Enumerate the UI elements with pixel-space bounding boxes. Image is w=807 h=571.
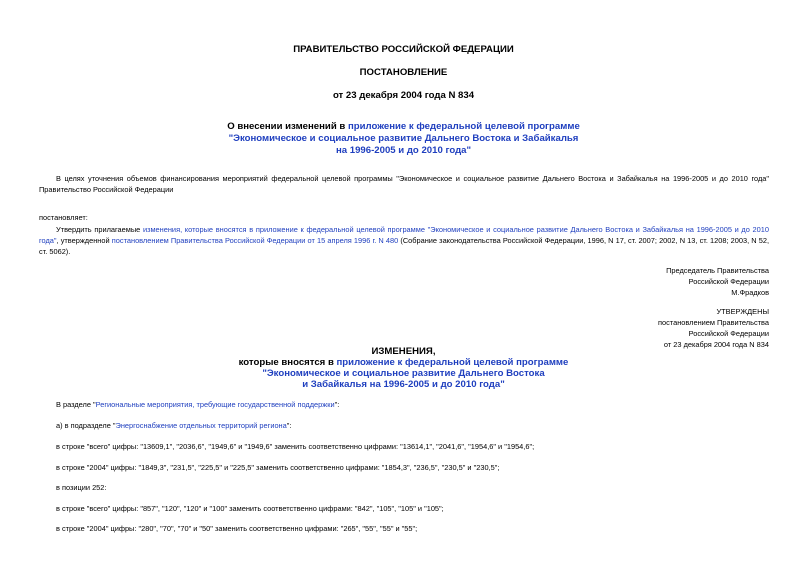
- item-section: В разделе "Региональные мероприятия, требующие государственной поддержки":: [56, 400, 340, 409]
- changes-line-3[interactable]: "Экономическое и социальное развитие Дальнего Востока: [262, 368, 545, 379]
- document-date: от 23 декабря 2004 года N 834: [332, 90, 475, 101]
- resolves-word: постановляет:: [39, 213, 88, 222]
- title-line-1: О внесении изменений в приложение к федеральной целевой программе: [227, 121, 580, 132]
- title-line-2[interactable]: "Экономическое и социальное развитие Дальнего Востока и Забайкалья: [228, 133, 579, 144]
- item-subsection: а) в подразделе "Энергоснабжение отдельных территорий региона":: [56, 421, 292, 430]
- energy-supply-link[interactable]: Энергоснабжение отдельных территорий региона: [115, 421, 287, 430]
- changes-title: ИЗМЕНЕНИЯ,: [371, 346, 436, 357]
- approved-block: [509, 306, 769, 350]
- signature-block: [509, 265, 769, 298]
- item-position-252: в позиции 252:: [56, 483, 107, 492]
- title-program-link[interactable]: приложение к федеральной целевой программе: [347, 121, 580, 132]
- regional-measures-link[interactable]: Региональные мероприятия, требующие государственной поддержки: [95, 400, 335, 409]
- changes-program-link[interactable]: приложение к федеральной целевой программе: [336, 357, 569, 368]
- changes-line-4[interactable]: и Забайкалья на 1996-2005 и до 2010 года": [302, 379, 505, 390]
- approved-date: от 23 декабря 2004 года N 834: [663, 340, 769, 349]
- signature-country: Российской Федерации: [688, 277, 769, 286]
- approved-line-3: Российской Федерации: [688, 329, 769, 338]
- intro-paragraph: В целях уточнения объемов финансирования мероприятий федеральной целевой программы "Экономическое и социальное развитие Дальнего Востока и Забайкалья на 1996-2005 и до 2010 года" Правительство Российской Федерации: [39, 174, 769, 194]
- item-252-2004-row: в строке "2004" цифры: "280", "70", "70" и "50" заменить соответственно цифрами: "265", "55", "55" и "55";: [56, 524, 418, 533]
- approved-line-2: постановлением Правительства: [658, 318, 769, 327]
- signature-position: Председатель Правительства: [666, 266, 769, 275]
- title-line-3[interactable]: на 1996-2005 и до 2010 года": [335, 145, 472, 156]
- resolution-paragraph: Утвердить прилагаемые изменения, которые вносятся в приложение к федеральной целевой программе "Экономическое и социальное развитие Дальнего Востока и Забайкалья на 1996-2005 и до 2010 года", утвержденной постановлением Правительства Российской Федерации от 15 апреля 1996 г. N 480 (Собрание законодательства Российской Федерации, 1996, N 17, ст. 2007; 2002, N 13, ст. 1208; 2003, N 52, ст. 5062).: [39, 225, 770, 256]
- signature-name: М.Фрадков: [731, 288, 769, 297]
- changes-line-2: которые вносятся в приложение к федеральной целевой программе: [238, 357, 569, 368]
- item-total-row: в строке "всего" цифры: "13609,1", "2036,6", "1949,6" и "1949,6" заменить соответственно цифрами: "13614,1", "2041,6", "1954,6" и "1954,6";: [56, 442, 535, 451]
- changes-heading-block: [0, 346, 807, 390]
- item-252-total-row: в строке "всего" цифры: "857", "120", "120" и "100" заменить соответственно цифрами: "842", "105", "105" и "105";: [56, 504, 444, 513]
- document-type: ПОСТАНОВЛЕНИЕ: [359, 67, 448, 78]
- document-title: [0, 121, 807, 157]
- approved-heading: УТВЕРЖДЕНЫ: [716, 307, 769, 316]
- decree-480-link[interactable]: постановлением Правительства Российской Федерации от 15 апреля 1996 г. N 480: [111, 236, 399, 245]
- changes-link[interactable]: изменения, которые вносятся в приложение к федеральной целевой программе "Экономическое и социальное развитие Дальнего Востока и Забайкалья на 1996-2005 и до 2010 года": [39, 225, 769, 245]
- item-2004-row: в строке "2004" цифры: "1849,3", "231,5", "225,5" и "225,5" заменить соответственно цифрами: "1854,3", "236,5", "230,5" и "230,5";: [56, 463, 500, 472]
- government-heading: ПРАВИТЕЛЬСТВО РОССИЙСКОЙ ФЕДЕРАЦИИ: [293, 44, 514, 55]
